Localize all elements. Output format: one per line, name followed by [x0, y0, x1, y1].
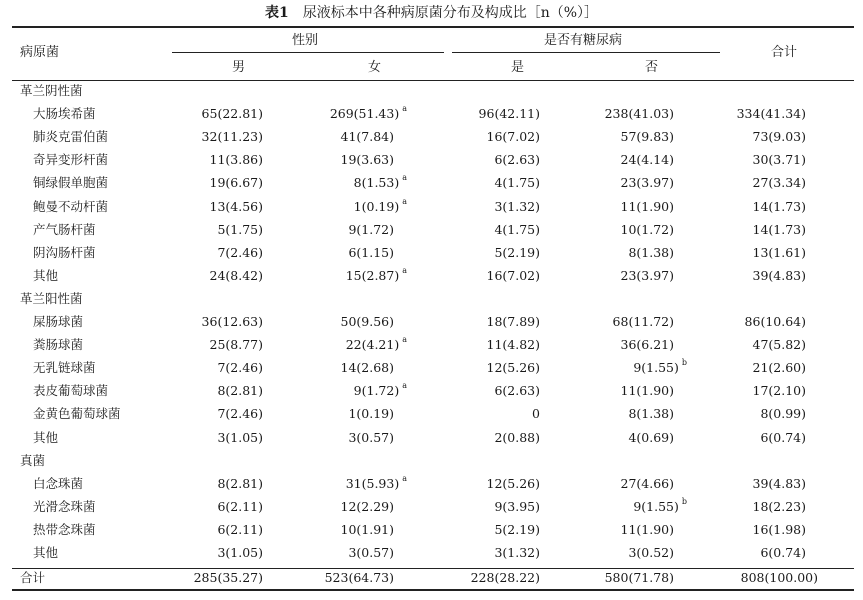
- cell-yes: 6(2.63): [494, 152, 540, 168]
- cell-no: 24(4.14): [620, 152, 674, 168]
- significance-mark: b: [681, 496, 687, 506]
- cell-yes: 4(1.75): [494, 175, 540, 191]
- cell-total: 14(1.73): [752, 221, 806, 237]
- cell-total: 21(2.60): [752, 360, 806, 376]
- cell-male: 5(1.75): [217, 221, 263, 237]
- cell-male: 13(4.56): [209, 198, 263, 214]
- row-pathogen-name: 肺炎克雷伯菌: [33, 129, 109, 145]
- cell-female: 1(0.19): [348, 406, 394, 422]
- header-pathogen: 病原菌: [20, 45, 60, 60]
- cell-male: 8(2.81): [217, 383, 263, 399]
- cell-female: 1(0.19) $^a$: [353, 196, 407, 214]
- cell-male: 11(3.86): [209, 152, 263, 168]
- cell-female: 15(2.87) $^a$: [345, 265, 407, 283]
- header-female: 女: [368, 60, 382, 75]
- significance-mark: a: [402, 335, 407, 345]
- table-title: 尿液标本中各种病原菌分布及构成比［n（%）］: [302, 5, 599, 21]
- cell-female: 3(0.57): [348, 545, 394, 560]
- header-gender: 性别: [292, 33, 319, 48]
- row-pathogen-name: 大肠埃希菌: [33, 106, 96, 122]
- cell-no: 10(1.72): [620, 221, 674, 237]
- cell-female: 9(1.72): [348, 221, 394, 237]
- header-no: 否: [645, 60, 659, 75]
- row-pathogen-name: 屎肠球菌: [33, 314, 84, 329]
- significance-mark: a: [402, 473, 407, 483]
- significance-mark: a: [402, 104, 407, 114]
- summary-male: 285(35.27): [193, 570, 263, 585]
- summary-total: 808(100.00): [740, 570, 818, 585]
- header-yes: 是: [511, 60, 525, 75]
- cell-no: 23(3.97): [620, 267, 674, 283]
- cell-total: 39(4.83): [752, 475, 806, 491]
- cell-no: 9(1.55) $^b$: [633, 358, 687, 376]
- header-male: 男: [232, 60, 246, 75]
- cell-total: 27(3.34): [752, 175, 806, 191]
- row-pathogen-name: 表皮葡萄球菌: [33, 383, 109, 399]
- cell-no: 11(1.90): [620, 198, 674, 214]
- cell-male: 6(2.11): [217, 498, 263, 514]
- cell-female: 9(1.72) $^a$: [353, 381, 407, 399]
- cell-yes: 5(2.19): [494, 521, 540, 537]
- cell-no: 23(3.97): [620, 175, 674, 191]
- cell-yes: 11(4.82): [486, 337, 540, 353]
- cell-total: 6(0.74): [760, 545, 806, 560]
- row-pathogen-name: 鲍曼不动杆菌: [33, 198, 109, 214]
- cell-yes: 16(7.02): [486, 129, 540, 145]
- cell-yes: 3(1.32): [494, 545, 540, 560]
- row-pathogen-name: 粪肠球菌: [33, 337, 84, 353]
- cell-male: 6(2.11): [217, 521, 263, 537]
- row-pathogen-name: 其他: [33, 267, 59, 283]
- cell-total: 73(9.03): [752, 129, 806, 145]
- table-label: 表1: [264, 5, 289, 21]
- cell-yes: 16(7.02): [486, 267, 540, 283]
- cell-female: 8(1.53) $^a$: [353, 173, 407, 191]
- significance-mark: a: [402, 196, 407, 206]
- cell-male: 32(11.23): [201, 129, 263, 145]
- group-label: 革兰阳性菌: [20, 290, 83, 306]
- cell-total: 14(1.73): [752, 198, 806, 214]
- cell-total: 17(2.10): [752, 383, 806, 399]
- cell-male: 19(6.67): [209, 175, 263, 191]
- diabetes-rule: [452, 52, 720, 53]
- cell-total: 8(0.99): [760, 406, 806, 422]
- row-pathogen-name: 无乳链球菌: [33, 360, 96, 376]
- significance-mark: a: [402, 173, 407, 183]
- cell-no: 238(41.03): [604, 106, 674, 122]
- cell-yes: 3(1.32): [494, 198, 540, 214]
- cell-male: 7(2.46): [217, 244, 263, 260]
- significance-mark: b: [681, 358, 687, 368]
- cell-yes: 9(3.95): [494, 498, 540, 514]
- cell-female: 41(7.84): [340, 129, 394, 145]
- header-bottom-rule: [12, 80, 854, 81]
- cell-yes: 2(0.88): [494, 429, 540, 445]
- cell-male: 8(2.81): [217, 475, 263, 491]
- cell-no: 11(1.90): [620, 383, 674, 399]
- row-pathogen-name: 其他: [33, 545, 59, 560]
- row-pathogen-name: 阴沟肠杆菌: [33, 244, 96, 260]
- cell-male: 65(22.81): [201, 106, 263, 122]
- row-pathogen-name: 光滑念珠菌: [33, 498, 96, 514]
- table-caption: [0, 3, 863, 23]
- summary-yes: 228(28.22): [470, 570, 540, 585]
- cell-no: 8(1.38): [628, 406, 674, 422]
- cell-yes: 4(1.75): [494, 221, 540, 237]
- row-pathogen-name: 其他: [33, 429, 59, 445]
- cell-no: 57(9.83): [620, 129, 674, 145]
- cell-total: 334(41.34): [736, 106, 806, 122]
- header-total: 合计: [771, 45, 798, 60]
- cell-male: 3(1.05): [217, 429, 263, 445]
- cell-no: 27(4.66): [620, 475, 674, 491]
- bottom-rule: [12, 589, 854, 591]
- cell-no: 36(6.21): [620, 337, 674, 353]
- cell-no: 3(0.52): [628, 545, 674, 560]
- cell-male: 3(1.05): [217, 545, 263, 560]
- cell-total: 6(0.74): [760, 429, 806, 445]
- summary-female: 523(64.73): [324, 570, 394, 585]
- cell-female: 50(9.56): [340, 314, 394, 329]
- cell-yes: 6(2.63): [494, 383, 540, 399]
- cell-total: 39(4.83): [752, 267, 806, 283]
- group-label: 革兰阴性菌: [20, 83, 83, 98]
- cell-female: 6(1.15): [348, 244, 394, 260]
- row-pathogen-name: 铜绿假单胞菌: [33, 175, 109, 191]
- cell-total: 18(2.23): [752, 498, 806, 514]
- cell-yes: 18(7.89): [486, 314, 540, 329]
- cell-total: 30(3.71): [752, 152, 806, 168]
- summary-no: 580(71.78): [604, 570, 674, 585]
- cell-no: 11(1.90): [620, 521, 674, 537]
- significance-mark: a: [402, 265, 407, 275]
- summary-rule: [12, 568, 854, 569]
- cell-female: 3(0.57): [348, 429, 394, 445]
- cell-yes: 0: [532, 406, 540, 422]
- header-diabetes: 是否有糖尿病: [544, 33, 623, 48]
- cell-male: 36(12.63): [201, 314, 263, 329]
- cell-female: 31(5.93) $^a$: [345, 473, 407, 491]
- cell-female: 12(2.29): [340, 498, 394, 514]
- cell-yes: 12(5.26): [486, 475, 540, 491]
- cell-male: 7(2.46): [217, 406, 263, 422]
- cell-female: 22(4.21) $^a$: [345, 335, 407, 353]
- cell-total: 13(1.61): [752, 244, 806, 260]
- row-pathogen-name: 白念珠菌: [33, 475, 84, 491]
- cell-no: 68(11.72): [612, 314, 674, 329]
- group-label: 真菌: [20, 452, 46, 468]
- gender-rule: [172, 52, 444, 53]
- top-rule: [12, 26, 854, 28]
- cell-total: 16(1.98): [752, 521, 806, 537]
- cell-female: 10(1.91): [340, 521, 394, 537]
- cell-no: 4(0.69): [628, 429, 674, 445]
- cell-female: 19(3.63): [340, 152, 394, 168]
- cell-male: 24(8.42): [209, 267, 263, 283]
- cell-yes: 5(2.19): [494, 244, 540, 260]
- cell-yes: 96(42.11): [478, 106, 540, 122]
- cell-male: 25(8.77): [209, 337, 263, 353]
- cell-female: 269(51.43) $^a$: [329, 104, 407, 122]
- cell-no: 8(1.38): [628, 244, 674, 260]
- row-pathogen-name: 产气肠杆菌: [33, 221, 96, 237]
- cell-total: 86(10.64): [744, 314, 806, 329]
- cell-yes: 12(5.26): [486, 360, 540, 376]
- cell-female: 14(2.68): [340, 360, 394, 376]
- significance-mark: a: [402, 381, 407, 391]
- cell-male: 7(2.46): [217, 360, 263, 376]
- cell-total: 47(5.82): [752, 337, 806, 353]
- row-pathogen-name: 金黄色葡萄球菌: [33, 406, 121, 422]
- summary-label: 合计: [20, 570, 46, 585]
- row-pathogen-name: 热带念珠菌: [33, 521, 96, 537]
- row-pathogen-name: 奇异变形杆菌: [33, 152, 109, 168]
- cell-no: 9(1.55) $^b$: [633, 496, 687, 514]
